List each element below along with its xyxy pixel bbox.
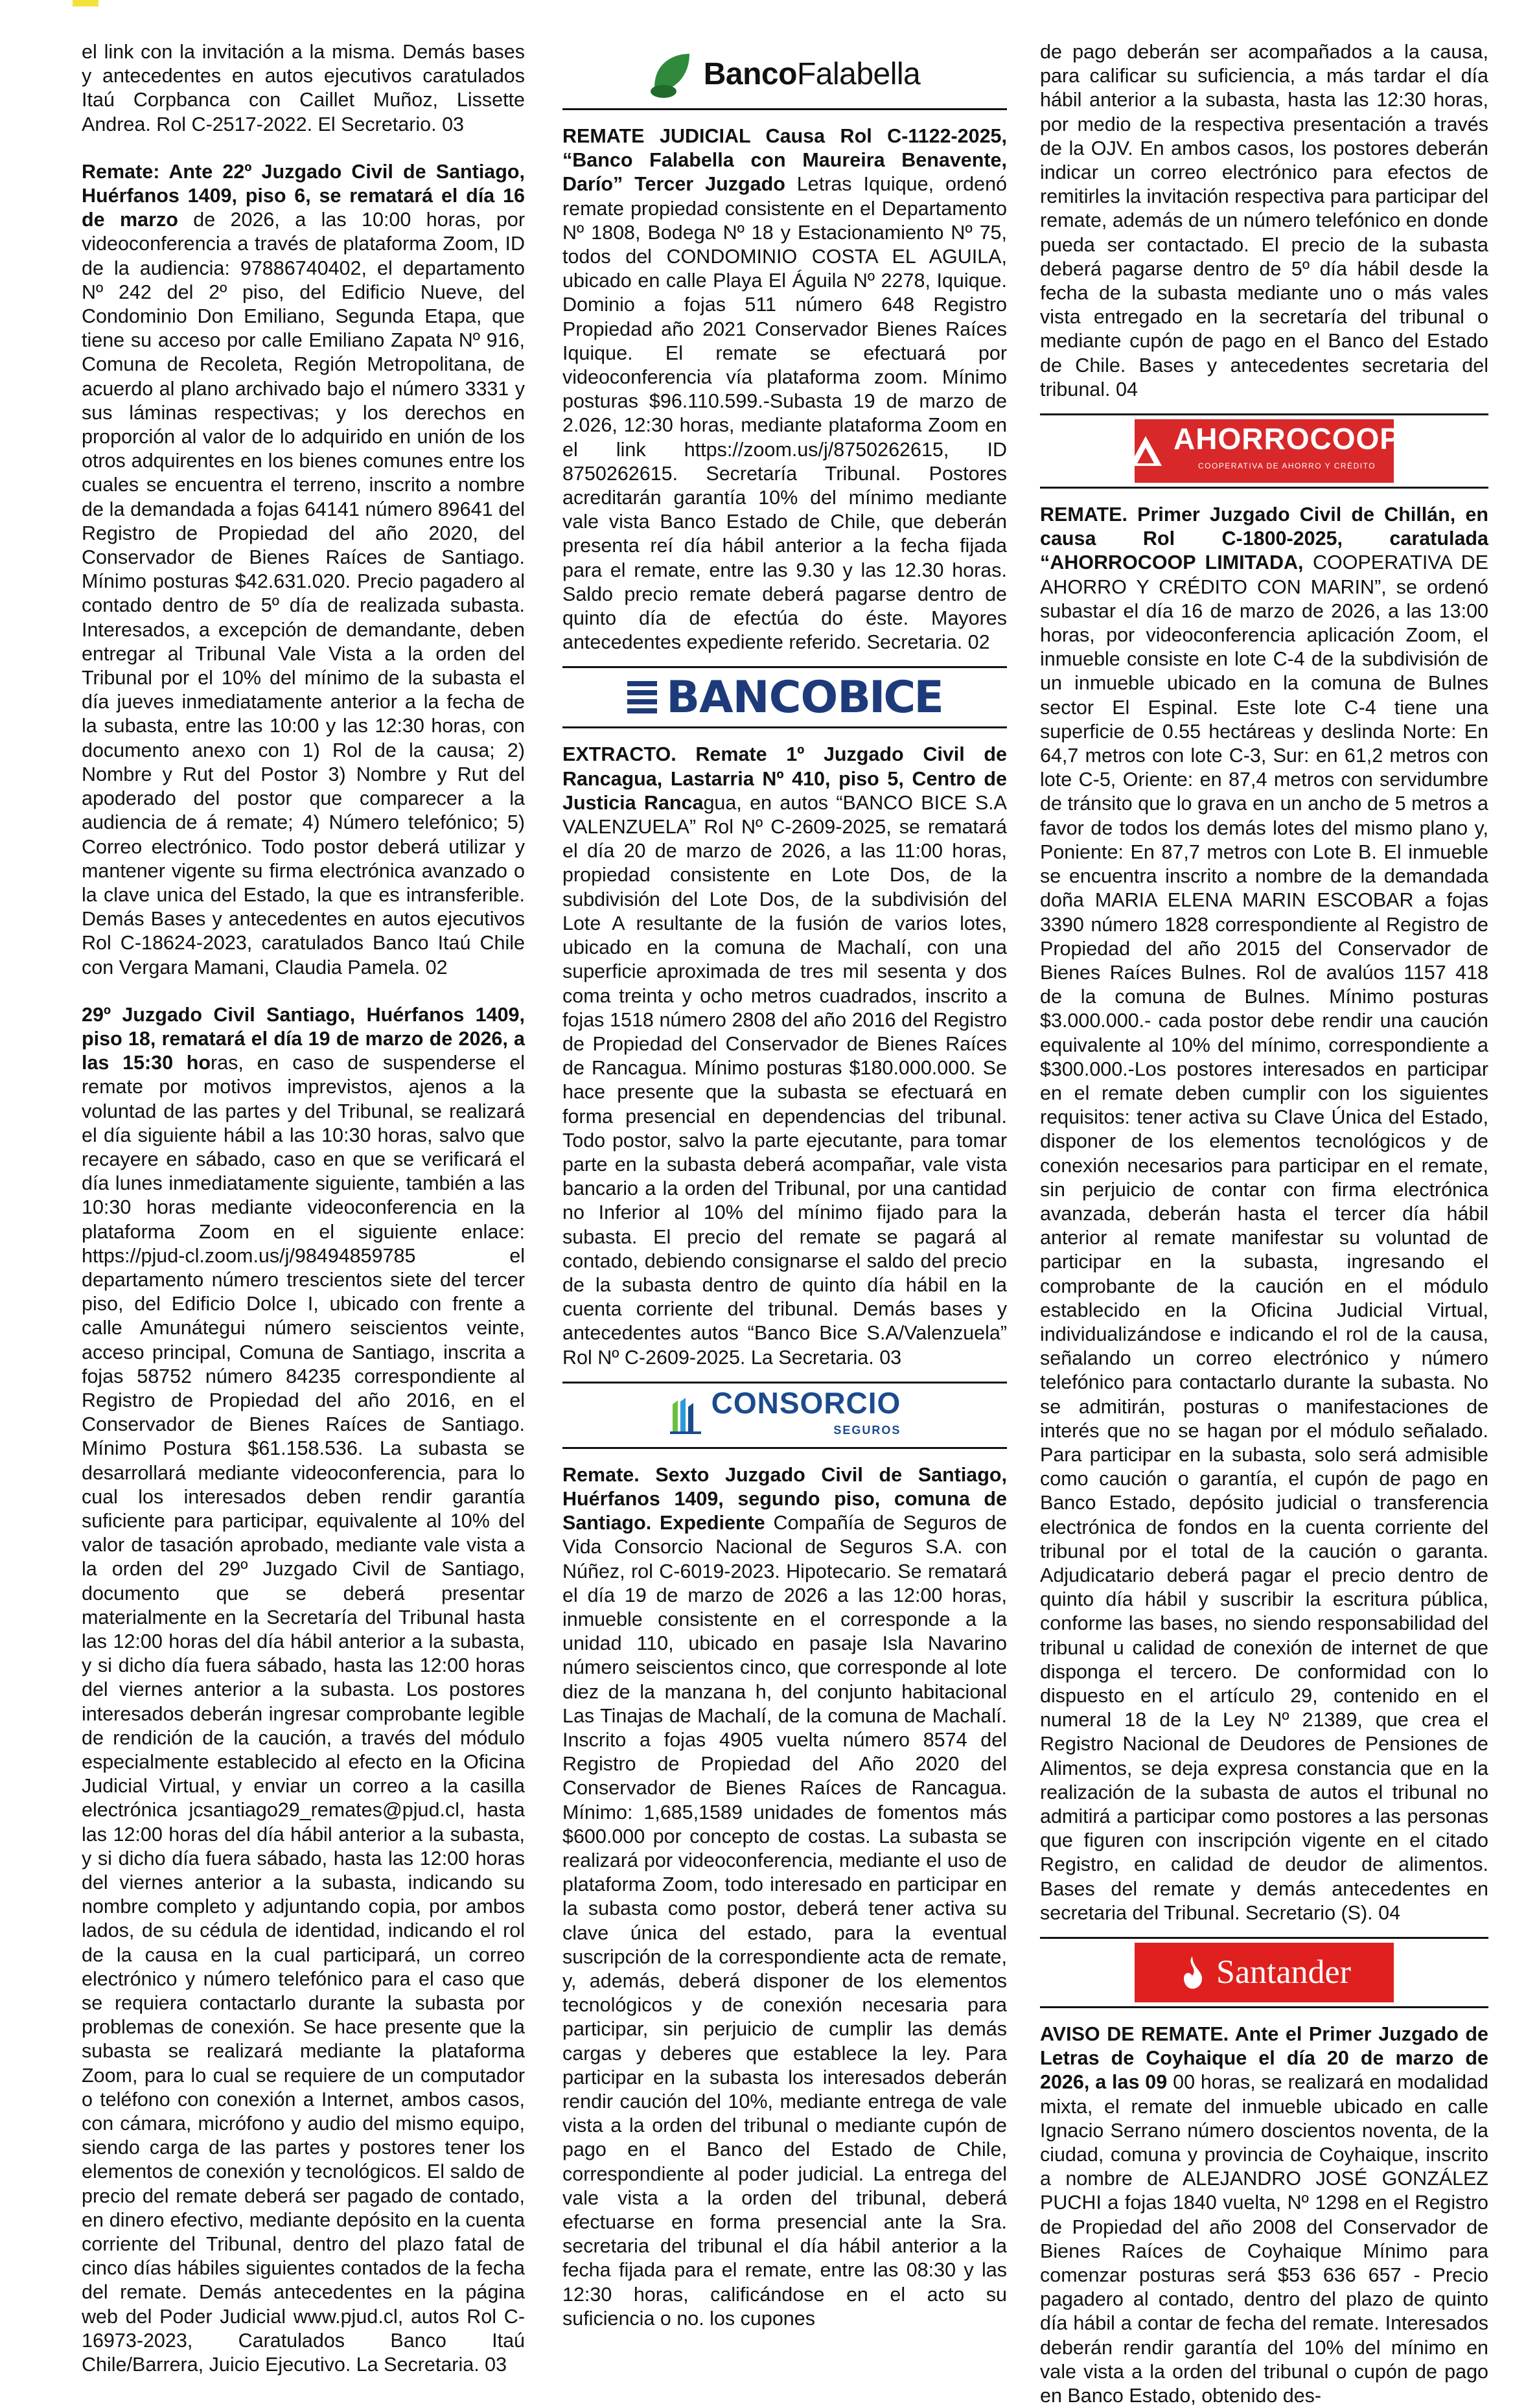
notice-heading: Remate. Sexto Juzgado Civil de Santiago, Huérfanos 1409, segundo piso, comuna de Santiago. Expediente (562, 1463, 1007, 1534)
notice-continuation: de pago deberán ser acompañados a la causa, para calificar su suficiencia, a más tardar el día hábil anterior a la subasta, hasta las 12:30 horas, por medio de la respectiva presentación a través de la OJV. En ambos casos, los postores deberán indicar un correo electrónico para efectos de remitirles la invitación respectiva para participar del remate, además de un número telefónico en donde pueda ser contactado. El precio de la subasta deberá pagarse dentro de 5º día hábil desde la fecha de la subasta mediante uno o más vales vista entregado en la secretaría del tribunal o mediante cupón de pago en el Banco del Estado de Chile. Bases y antecedentes secretaria del tribunal. 04 (1040, 41, 1488, 400)
bice-bars-icon (627, 680, 657, 715)
notice-heading: 29º Juzgado Civil Santiago, Huérfanos 1409, piso 18, rematará el día 19 de marzo de 2026, a las 15:30 ho (82, 1003, 525, 1074)
notice-body: COOPERATIVA DE AHORRO Y CRÉDITO CON MARIN”, se ordenó subastar el día 16 de marzo de 2026, a las 13:00 horas, por videoconferencia aplicación Zoom, el inmueble consiste en lote C-4 de la subdivisión de un inmueble ubicado en la comuna de Bulnes sector El Espinal. Este lote C-4 tiene una superficie de 0.55 hectáreas y deslinda Norte: En 64,7 metros con lote C-3, Sur: en 61,2 metros con lote C-5, Oriente: en 87,4 metros con servidumbre de tránsito que lo grava en un ancho de 5 metros a favor de todos los demás lotes del mismo plano y, Poniente: En 87,7 metros con Lote B. El inmueble se encuentra inscrito a nombre de la demandada doña MARIA ELENA MARIN ESCOBAR a fojas 3390 número 1828 correspondiente al Registro de Propiedad del año 2015 del Conservador de Bienes Raíces Bulnes. Rol de avalúos 1157 418 de la comuna de Bulnes. Mínimo posturas $3.000.000.- cada postor debe rendir una caución equivalente al 10% del mínimo, correspondiente a $300.000.-Los postores interesados en participar en el remate deben cumplir con los siguientes requisitos: tener activa su Clave Única del Estado, disponer de los elementos tecnológicos y de conexión necesarios para participar en el remate, sin perjuicio de contar con firma electrónica avanzada, deberán hasta el tercer día hábil anterior al remate manifestar su voluntad de participar en la subasta, ingresando el comprobante de la caución en el módulo establecido en la Oficina Judicial Virtual, individualizándose e indicando el rol de la causa, señalando un correo electrónico y número telefónico para contactarlo durante la subasta. No se admitirán, posturas o manifestaciones de interés que no se hagan por el módulo señalado. Para participar en la subasta, solo será admisible como caución o garantía, el cupón de pago en Banco Estado, depósito judicial o transferencia electrónica de fondos en la cuenta corriente del tribunal por el total de la caución o garanta. Adjudicatario deberá pagar el precio dentro de quinto día hábil y suscribir la escritura pública, conforme las bases, no siendo responsabilidad del tribunal u calidad de conexión de internet de que disponga el tercero. De conformidad con lo dispuesto en el artículo 29, contenido en el numeral 18 de la Ley Nº 21389, que crea el Registro Nacional de Deudores de Pensiones de Alimentos, se deja expresa constancia que en la realización de la subasta de autos el tribunal no admitirá a participar como postores a las personas que figuren con inscripción vigente en el citado Registro, en calidad de deudor de alimentos. Bases del remate y demás antecedentes en secretaria del Tribunal. Secretario (S). 04 (1040, 551, 1488, 1924)
consorcio-building-icon (669, 1395, 702, 1435)
notice-heading: REMATE JUDICIAL Causa Rol C-1122-2025, “Banco Falabella con Maureira Benavente, Darío” Tercer Juzgado (562, 125, 1007, 196)
banco-falabella-logo: BancoFalabella (562, 40, 1007, 108)
notice-continuation: el link con la invitación a la misma. Demás bases y antecedentes en autos ejecutivos caratulados Itaú Corpbanca con Caillet Muñoz, Lissette Andrea. Rol C-2517-2022. El Secretario. 03 (82, 41, 525, 135)
notice-heading: AVISO DE REMATE. Ante el Primer Juzgado de Letras de Coyhaique el día 20 de marzo de 2026, a las 09 (1040, 2023, 1488, 2094)
page-corner-marker (73, 0, 98, 6)
banco-bice-logo: BANCOBICE (562, 668, 1007, 726)
column-2 (562, 40, 1007, 2330)
auction-notice-banco-bice (562, 743, 1007, 1369)
santander-logo: Santander (1040, 1939, 1488, 2006)
notice-heading: EXTRACTO. Remate 1º Juzgado Civil de Rancagua, Lastarria Nº 410, piso 5, Centro de Justicia Ranca (562, 743, 1007, 814)
santander-flame-icon (1177, 1954, 1207, 1991)
column-3 (1040, 40, 1488, 2407)
ahorrocoop-triangle-icon (1128, 434, 1163, 469)
auction-notice-22-juzgado (82, 160, 525, 980)
auction-notice-29-juzgado (82, 1003, 525, 2378)
auction-notice-consorcio (562, 1463, 1007, 2331)
notice-body: Compañía de Seguros de Vida Consorcio Nacional de Seguros S.A. con Núñez, rol C-6019-2023. Hipotecario. Se rematará el día 19 de marzo de 2026 a las 12:00 horas, inmueble consistente en el corresponde a la unidad 110, ubicado en pasaje Isla Navarino número seiscientos cinco, que corresponde al lote diez de la manzana h, del conjunto habitacional Las Tinajas de Machalí, de la comuna de Machalí. Inscrito a fojas 4905 vuelta número 8574 del Registro de Propiedad del Año 2020 del Conservador de Bienes Raíces de Rancagua. Mínimo: 1,685,1589 unidades de fomentos más $600.000 por concepto de costas. La subasta se realizará por videoconferencia, mediante el uso de plataforma Zoom, todo interesado en participar en la subasta como postor, deberá tener activa su clave única del estado, para la eventual suscripción de la correspondiente acta de remate, y, además, deberá disponer de los elementos tecnológicos y de conexión necesaria para participar, sin perjuicio de cumplir las demás cargas y deberes que establece la ley. Para participar en la subasta los interesados deberán rendir caución del 10%, mediante entrega de vale vista a la orden del tribunal o mediante cupón de pago en el Banco del Estado de Chile, correspondiente al poder judicial. La entrega del vale vista a la orden del tribunal, deberá efectuarse en forma presencial ante la Sra. secretaria del tribunal el día hábil anterior a la fecha fijada para el remate, entre las 08:30 y las 12:30 horas, calificándose en el acto su suficiencia o no. los cupones (562, 1512, 1007, 2330)
ahorrocoop-logo: AHORROCOOP COOPERATIVA DE AHORRO Y CRÉDITO (1040, 415, 1488, 487)
consorcio-logo: CONSORCIO SEGUROS (562, 1383, 1007, 1447)
notice-heading: Remate: Ante 22º Juzgado Civil de Santiago, Huérfanos 1409, piso 6, se rematará el día 16 de marzo (82, 160, 525, 231)
notice-body: gua, en autos “BANCO BICE S.A VALENZUELA” Rol Nº C-2609-2025, se rematará el día 20 de marzo de 2026, a las 11:00 horas, propiedad consistente en Lote Dos, de la subdivisión del Lote Dos, de la subdivisión del Lote A resultante de la fusión de varios lotes, ubicado en la comuna de Machalí, con una superficie aproximada de tres mil sesenta y dos coma treinta y ocho metros cuadrados, inscrito a fojas 1518 número 2808 del año 2016 del Registro de Propiedad del Conservador de Bienes Raíces de Rancagua. Mínimo posturas $180.000.000. Se hace presente que la subasta se efectuará en forma presencial en dependencias del tribunal. Todo postor, salvo la parte ejecutante, para tomar parte en la subasta deberá acompañar, vale vista bancario a la orden del Tribunal, por una cantidad no Inferior al 10% del mínimo fijado para la subasta. El precio del remate se pagará al contado, debiendo consignarse el saldo del precio de la subasta dentro de quinto día hábil en la cuenta corriente del tribunal. Demás bases y antecedentes autos “Banco Bice S.A/Valenzuela” Rol Nº C-2609-2025. La Secretaria. 03 (562, 791, 1007, 1369)
notice-body: Letras Iquique, ordenó remate propiedad consistente en el Departamento Nº 1808, Bodega Nº 18 y Estacionamiento Nº 75, todos del CONDOMINIO COSTA EL AGUILA, ubicado en calle Playa El Águila Nº 2278, Iquique. Dominio a fojas 511 número 648 Registro Propiedad año 2021 Conservador Bienes Raíces Iquique. El remate se efectuará por videoconferencia vía plataforma zoom. Mínimo posturas $96.110.599.-Subasta 19 de marzo de 2.026, 12:30 horas, mediante plataforma Zoom en el link https://zoom.us/j/8750262615, ID 8750262615. Secretaría Tribunal. Postores acreditarán garantía 10% del mínimo mediante vale vista Banco Estado de Chile, que deberán presenta reí día hábil anterior a la fecha fijada para el remate, entre las 9.30 y las 12.30 horas. Saldo precio remate deberá pagarse dentro de quinto día de efectúa do éste. Mayores antecedentes expediente referido. Secretaria. 02 (562, 173, 1007, 654)
falabella-leaf-icon (649, 49, 695, 100)
column-1 (82, 40, 525, 2376)
notice-body: de 2026, a las 10:00 horas, por videoconferencia a través de plataforma Zoom, ID de la audiencia: 97886740402, el departamento Nº 242 del 2º piso, del Edificio Nueve, del Condominio Don Emiliano, Segunda Etapa, que tiene su acceso por calle Emiliano Zapata Nº 916, Comuna de Recoleta, Región Metropolitana, de acuerdo al plano archivado bajo el número 3331 y sus láminas respectivas; y los derechos en proporción al valor de lo adquirido en unión de los otros adquirentes en los bienes comunes entre los cuales se encuentra el terreno, inscrito a nombre de la demandada a fojas 64141 número 89641 del Registro de Propiedad del año 2020, del Conservador de Bienes Raíces de Santiago. Mínimo posturas $42.631.020. Precio pagadero al contado dentro de 5º día de realizada subasta. Interesados, a excepción de demandante, deben entregar al Tribunal Vale Vista a la orden del Tribunal por el 10% del mínimo de la subasta el día jueves inmediatamente anterior a la fecha de la subasta, entre las 10:00 y las 12:30 horas, con documento anexo con 1) Rol de la causa; 2) Nombre y Rut del Postor 3) Nombre y Rut del apoderado del postor que comparecer a la audiencia de á remate; 4) Número telefónico; 5) Correo electrónico. Todo postor deberá utilizar y mantener vigente su firma electrónica avanzado o la clave unica del Estado, la que es intransferible. Demás Bases y antecedentes en autos ejecutivos Rol C-18624-2023, caratulados Banco Itaú Chile con Vergara Mamani, Claudia Pamela. 02 (82, 209, 525, 978)
notice-heading: REMATE. Primer Juzgado Civil de Chillán, en causa Rol C-1800-2025, caratulada “AHORROCOOP LIMITADA, (1040, 504, 1488, 574)
auction-notice-ahorrocoop (1040, 503, 1488, 1925)
auction-notice-santander (1040, 2022, 1488, 2408)
auction-notice-banco-falabella (562, 124, 1007, 654)
notice-body: 00 horas, se realizará en modalidad mixta, el remate del inmueble ubicado en calle Ignacio Serrano número doscientos noventa, de la ciudad, comuna y provincia de Coyhaique, inscrito a nombre de ALEJANDRO JOSÉ GONZÁLEZ PUCHI a fojas 1840 vuelta, Nº 1298 en el Registro de Propiedad del año 2008 del Conservador de Bienes Raíces de Coyhaique Mínimo para comenzar posturas será $53 636 657 - Precio pagadero al contado, dentro del plazo de quinto día hábil a contar de fecha del remate. Interesados deberán rendir garantía del 10% del mínimo en vale vista a la orden del tribunal o cupón de pago en Banco Estado, obtenido des- (1040, 2071, 1488, 2407)
notice-body: ras, en caso de suspenderse el remate por motivos imprevistos, ajenos a la voluntad de las partes y del Tribunal, se realizará el día siguiente hábil a las 10:30 horas, salvo que recayere en sábado, caso en que se verificará el día lunes inmediatamente siguiente, también a las 10:30 horas mediante videoconferencia en la plataforma Zoom en el siguiente enlace: https://pjud-cl.zoom.us/j/98494859785 el departamento número trescientos siete del tercer piso, del Edificio Dolce I, ubicado con frente a calle Amunátegui número seiscientos veinte, acceso principal, Comuna de Santiago, inscrita a fojas 58752 número 84235 correspondiente al Registro de Propiedad del año 2016, en el Conservador de Bienes Raíces de Santiago. Mínimo Postura $61.158.536. La subasta se desarrollará mediante videoconferencia, para lo cual los interesados deben rendir garantía suficiente para participar, equivalente al 10% del valor de tasación aprobado, mediante vale vista a la orden del 29º Juzgado Civil de Santiago, documento que se deberá presentar materialmente en la Secretaría del Tribunal hasta las 12:00 horas del día hábil anterior a la subasta, y si dicho día fuera sábado, hasta las 12:00 horas del viernes anterior a la subasta. Los postores interesados deberán ingresar comprobante legible de rendición de la caución, a través del módulo especialmente establecido al efecto en la Oficina Judicial Virtual, y enviar un correo a la casilla electrónica jcsantiago29_remates@pjud.cl, hasta las 12:00 horas del día hábil anterior a la subasta, y si dicho día fuera sábado, hasta las 12:00 horas del viernes anterior a la subasta, indicando su nombre completo y adjuntando copia, por ambos lados, de su cédula de identidad, indicando el rol de la causa en la cual participará, un correo electrónico y número telefónico para el caso que se requiera contactarlo durante la subasta por problemas de conexión. Se hace presente que la subasta se realizará mediante la plataforma Zoom, para lo cual se requiere de un computador o teléfono con conexión a Internet, ambos casos, con cámara, micrófono y audio del mismo equipo, siendo carga de las partes y postores tener los elementos de conexión y tecnológicos. El saldo de precio del remate deberá ser pagado de contado, en dinero efectivo, mediante depósito en la cuenta corriente del Tribunal, dentro del plazo fatal de cinco días hábiles siguientes contados de la fecha del remate. Demás antecedentes en la página web del Poder Judicial www.pjud.cl, autos Rol C-16973-2023, Caratulados Banco Itaú Chile/Barrera, Juicio Ejecutivo. La Secretaria. 03 (82, 1052, 525, 2376)
